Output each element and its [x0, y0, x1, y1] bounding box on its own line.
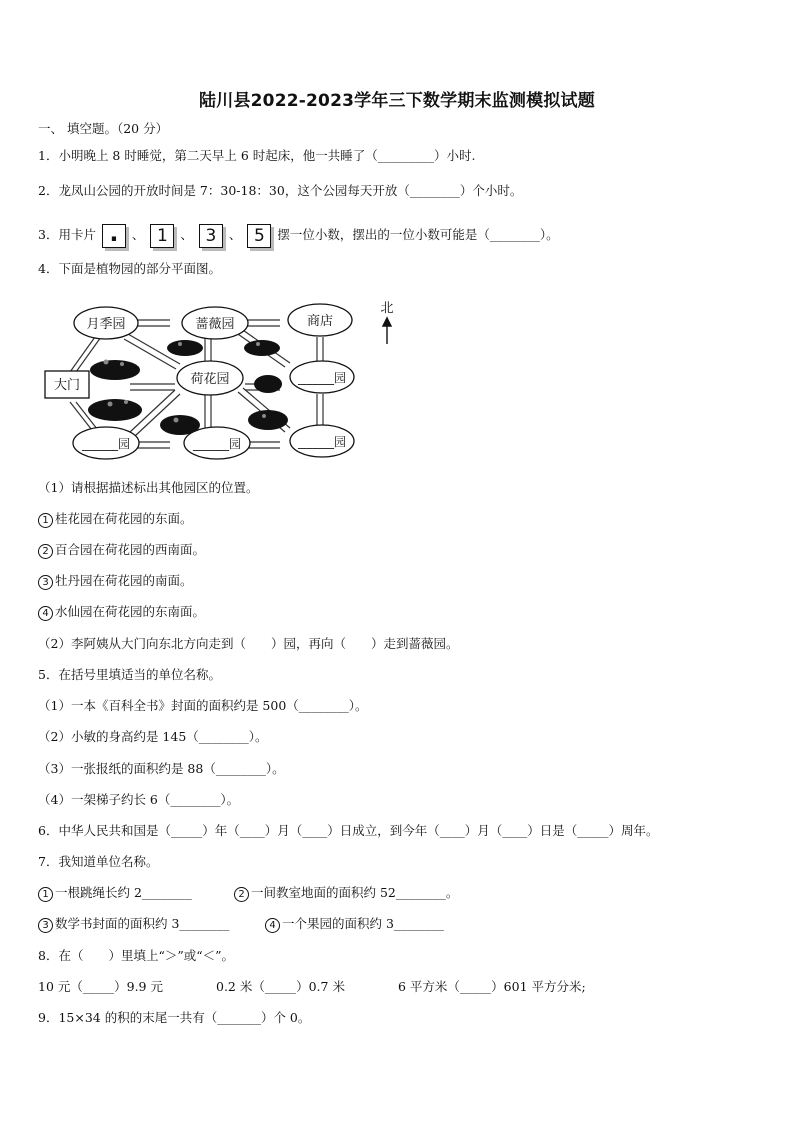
question-6: 6．中华人民共和国是（_____）年（____）月（____）日成立，到今年（____）月（____）日是（_____）周年。 — [38, 823, 659, 838]
card-1: 1 — [150, 224, 174, 248]
label-damen: 大门 — [53, 378, 81, 393]
list-item — [38, 542, 205, 559]
question-4: 4．下面是植物园的部分平面图。 — [38, 261, 221, 276]
circled-number: 3 — [38, 918, 53, 933]
question-3-suffix: 摆一位小数，摆出的一位小数可能是（________）。 — [277, 227, 559, 242]
question-5-4: （4）一架梯子约长 6（________）。 — [38, 792, 240, 807]
circled-number: 3 — [38, 575, 53, 590]
separator: 、 — [228, 227, 242, 242]
list-item — [38, 511, 193, 528]
list-item — [38, 916, 229, 933]
page-title: 陆川县2022-2023学年三下数学期末监测模拟试题 — [199, 91, 595, 111]
circled-number: 2 — [38, 544, 53, 559]
circled-number: 1 — [38, 887, 53, 902]
list-item — [38, 604, 205, 621]
question-8-a: 10 元（_____）9.9 元 — [38, 979, 163, 994]
label-yueji: 月季园 — [86, 317, 126, 332]
card-3: 3 — [199, 224, 223, 248]
question-4-2: （2）李阿姨从大门向东北方向走到（ ）园，再向（ ）走到蔷薇园。 — [38, 636, 459, 651]
label-blank-bottom-middle: ______园 — [192, 437, 242, 451]
item-text: 一个果园的面积约 3________ — [282, 916, 444, 931]
question-5-3: （3）一张报纸的面积约是 88（________）。 — [38, 761, 285, 776]
section-heading: 一、 填空题。（20 分） — [38, 121, 169, 136]
circled-number: 4 — [38, 606, 53, 621]
label-blank-right: ______园 — [297, 371, 347, 385]
label-blank-bottom-left: ______园 — [81, 437, 131, 451]
item-text: 水仙园在荷花园的东南面。 — [55, 604, 206, 619]
label-hehua: 荷花园 — [190, 372, 230, 387]
circled-number: 1 — [38, 513, 53, 528]
question-5: 5．在括号里填适当的单位名称。 — [38, 667, 221, 682]
question-4-1: （1）请根据描述标出其他园区的位置。 — [38, 480, 259, 495]
item-text: 桂花园在荷花园的东面。 — [55, 511, 193, 526]
circled-number: 2 — [234, 887, 249, 902]
question-3 — [38, 218, 559, 248]
item-text: 牡丹园在荷花园的南面。 — [55, 573, 193, 588]
separator: 、 — [131, 227, 145, 242]
question-5-2: （2）小敏的身高约是 145（________）。 — [38, 729, 268, 744]
card-5: 5 — [247, 224, 271, 248]
list-item — [38, 885, 192, 902]
separator: 、 — [180, 227, 193, 242]
north-arrow-icon — [383, 318, 391, 344]
label-qiangwei: 蔷薇园 — [195, 317, 235, 332]
question-9: 9．15×34 的积的末尾一共有（_______）个 0。 — [38, 1010, 311, 1025]
question-5-1: （1）一本《百科全书》封面的面积约是 500（________）。 — [38, 698, 368, 713]
circled-number: 4 — [265, 918, 280, 933]
garden-map — [40, 292, 394, 470]
card-dot: . — [102, 224, 126, 248]
question-1: 1．小明晚上 8 时睡觉，第二天早上 6 时起床，他一共睡了（_________）小时. — [38, 148, 476, 163]
question-2: 2．龙凤山公园的开放时间是 7：30-18：30，这个公园每天开放（________）个小时。 — [38, 183, 523, 198]
item-text: 一间教室地面的面积约 52________。 — [251, 885, 459, 900]
item-text: 一根跳绳长约 2________ — [55, 885, 192, 900]
list-item — [38, 573, 193, 590]
question-8: 8．在（ ）里填上“＞”或“＜”。 — [38, 948, 235, 963]
label-shangdian: 商店 — [306, 314, 334, 329]
list-item — [234, 885, 458, 902]
label-blank-bottom-right: ______园 — [297, 435, 347, 449]
question-8-c: 6 平方米（_____）601 平方分米; — [398, 979, 586, 994]
list-item — [265, 916, 444, 933]
item-text: 数学书封面的面积约 3________ — [55, 916, 230, 931]
question-8-b: 0.2 米（_____）0.7 米 — [216, 979, 345, 994]
question-3-prefix: 3．用卡片 — [38, 227, 96, 242]
question-7: 7．我知道单位名称。 — [38, 854, 159, 869]
item-text: 百合园在荷花园的西南面。 — [55, 542, 206, 557]
north-label: 北 — [380, 301, 394, 316]
